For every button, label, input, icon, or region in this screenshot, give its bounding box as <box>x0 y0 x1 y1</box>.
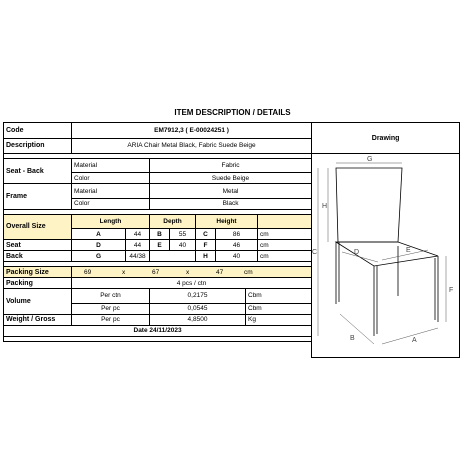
code-value: EM7912,3 ( E-00024251 ) <box>72 123 312 139</box>
frame-color-key: Color <box>72 198 150 209</box>
weight-value: 4,8500 <box>150 314 246 325</box>
chair-back-outline <box>336 168 402 242</box>
volume-per-ctn-unit: Cbm <box>246 289 312 303</box>
dim-g-value: 44/38 <box>126 251 150 262</box>
dim-c-value: 86 <box>216 229 258 240</box>
chair-drawing <box>312 154 460 354</box>
weight-key: Per pc <box>72 314 150 325</box>
dim-b-value: 55 <box>170 229 196 240</box>
volume-per-pc-unit: Cbm <box>246 303 312 314</box>
back-label: Back <box>4 251 72 262</box>
frame-color-value: Black <box>150 198 312 209</box>
packing-value: 4 pcs / ctn <box>72 278 312 289</box>
volume-per-ctn-key: Per ctn <box>72 289 150 303</box>
drawing-area <box>312 154 460 358</box>
code-row <box>4 123 460 139</box>
seat-back-label: Seat - Back <box>4 159 72 184</box>
description-label: Description <box>4 138 72 154</box>
depth-header: Depth <box>150 214 196 228</box>
height-header: Height <box>196 214 258 228</box>
frame-material-key: Material <box>72 184 150 198</box>
dim-h-key: H <box>196 251 216 262</box>
dim-label-h: H <box>322 203 328 210</box>
dim-c-key: C <box>196 229 216 240</box>
seat-label: Seat <box>4 240 72 251</box>
dim-label-d: D <box>354 249 360 256</box>
dim-f-key: F <box>196 240 216 251</box>
frame-material-value: Metal <box>150 184 312 198</box>
back-unit: cm <box>258 251 312 262</box>
dim-label-c: C <box>312 249 318 256</box>
seat-back-material-key: Material <box>72 159 150 173</box>
volume-label: Volume <box>4 289 72 314</box>
packing-size-value: 69 x 67 x 47 cm <box>72 267 312 278</box>
chair-seat-outline <box>336 242 438 266</box>
seat-back-color-key: Color <box>72 173 150 184</box>
dim-e-key: E <box>150 240 170 251</box>
dim-label-e: E <box>406 247 411 254</box>
dim-f-value: 46 <box>216 240 258 251</box>
dim-h-value: 40 <box>216 251 258 262</box>
spec-table <box>3 122 460 362</box>
packing-size-label: Packing Size <box>4 267 72 278</box>
dim-a-key: A <box>72 229 126 240</box>
weight-label: Weight / Gross <box>4 314 72 325</box>
length-header: Length <box>72 214 150 228</box>
dim-label-a: A <box>412 337 417 344</box>
dim-d-value: 44 <box>126 240 150 251</box>
overall-size-unit: cm <box>258 229 312 240</box>
seat-unit: cm <box>258 240 312 251</box>
dim-label-g: G <box>367 156 373 163</box>
drawing-label: Drawing <box>312 123 460 154</box>
dim-label-f: F <box>449 287 454 294</box>
weight-unit: Kg <box>246 314 312 325</box>
code-label: Code <box>4 123 72 139</box>
document-title: ITEM DESCRIPTION / DETAILS <box>174 108 291 117</box>
dim-label-b: B <box>350 335 355 342</box>
dim-a-value: 44 <box>126 229 150 240</box>
volume-per-ctn-value: 0,2175 <box>150 289 246 303</box>
dim-b-key: B <box>150 229 170 240</box>
date-value: Date 24/11/2023 <box>4 325 312 336</box>
frame-label: Frame <box>4 184 72 209</box>
seat-back-material-value: Fabric <box>150 159 312 173</box>
dim-g-key: G <box>72 251 126 262</box>
packing-label: Packing <box>4 278 72 289</box>
seat-back-color-value: Suede Beige <box>150 173 312 184</box>
volume-per-pc-value: 0,0545 <box>150 303 246 314</box>
dim-d-key: D <box>72 240 126 251</box>
overall-size-label: Overall Size <box>4 214 72 239</box>
dim-e-value: 40 <box>170 240 196 251</box>
volume-per-pc-key: Per pc <box>72 303 150 314</box>
description-value: ARIA Chair Metal Black, Fabric Suede Beige <box>72 138 312 154</box>
